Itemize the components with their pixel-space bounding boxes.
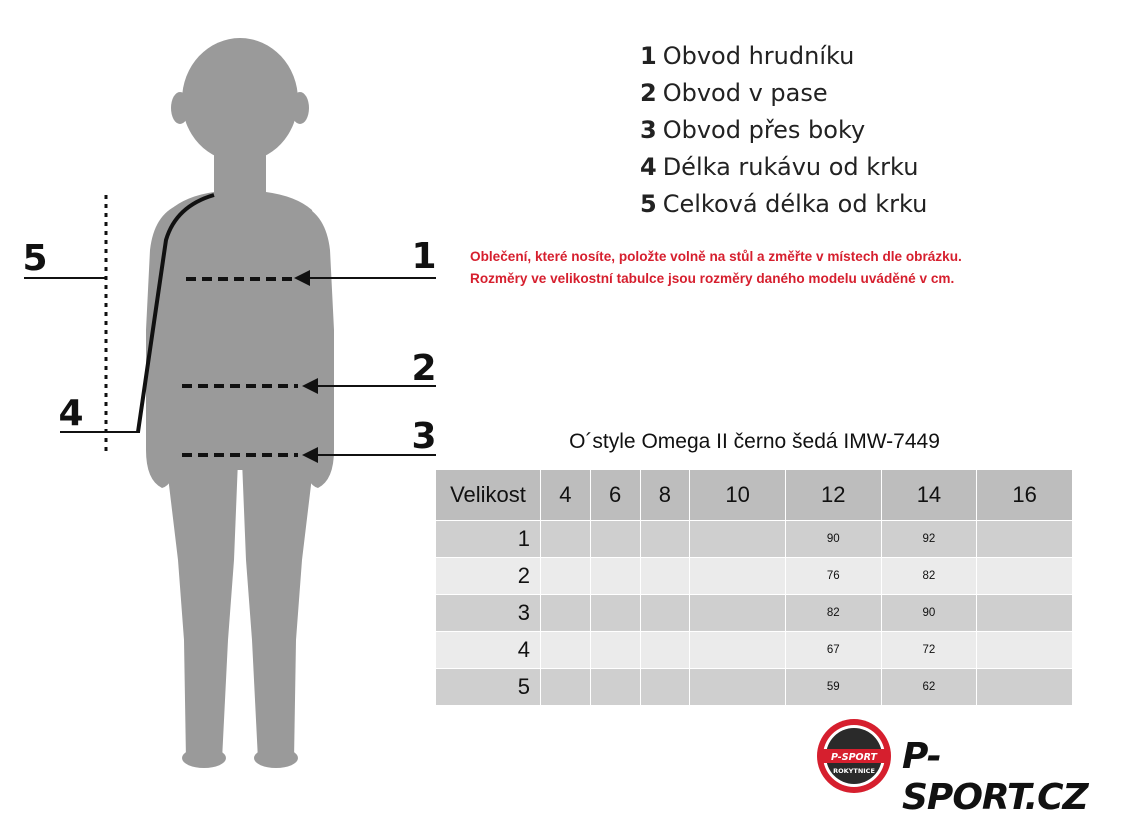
table-cell <box>977 558 1073 595</box>
figure-label-4: 4 <box>58 393 84 434</box>
table-cell <box>640 521 690 558</box>
table-title: O´style Omega II černo šedá IMW-7449 <box>569 430 940 453</box>
p-sport-logo-badge <box>816 718 892 794</box>
table-cell <box>640 558 690 595</box>
table-cell <box>541 521 591 558</box>
table-cell: 62 <box>881 669 977 706</box>
table-row <box>436 632 1073 669</box>
table-cell: 59 <box>785 669 881 706</box>
instruction-line-1: Oblečení, které nosíte, položte volně na stůl a změřte v místech dle obrázku. <box>470 249 962 264</box>
legend-number: 1 <box>640 42 657 70</box>
header-size: 12 <box>785 470 881 521</box>
table-cell <box>977 669 1073 706</box>
table-cell <box>590 521 640 558</box>
legend-item <box>640 186 927 223</box>
legend-text: Obvod hrudníku <box>662 42 855 70</box>
size-table <box>435 469 1073 706</box>
table-cell: 82 <box>785 595 881 632</box>
table-cell <box>541 669 591 706</box>
legend-number: 4 <box>640 153 657 181</box>
table-cell: 72 <box>881 632 977 669</box>
header-size-label: Velikost <box>436 470 541 521</box>
figure-label-3: 3 <box>411 416 437 457</box>
table-cell: 90 <box>785 521 881 558</box>
table-cell <box>541 595 591 632</box>
table-cell: 76 <box>785 558 881 595</box>
table-row <box>436 558 1073 595</box>
table-cell: 92 <box>881 521 977 558</box>
table-cell <box>541 632 591 669</box>
table-cell: 67 <box>785 632 881 669</box>
header-size: 6 <box>590 470 640 521</box>
table-cell <box>590 669 640 706</box>
row-label: 2 <box>436 558 541 595</box>
table-cell: 82 <box>881 558 977 595</box>
table-cell <box>977 595 1073 632</box>
legend-text: Délka rukávu od krku <box>662 153 919 181</box>
table-row <box>436 521 1073 558</box>
instruction-line-2: Rozměry ve velikostní tabulce jsou rozměry daného modelu uváděné v cm. <box>470 271 955 286</box>
table-row <box>436 669 1073 706</box>
instruction-note <box>470 246 1120 290</box>
legend-text: Obvod přes boky <box>662 116 866 144</box>
child-silhouette <box>146 38 334 768</box>
logo-badge-top: P-SPORT <box>831 752 877 763</box>
table-cell <box>690 521 786 558</box>
header-size: 14 <box>881 470 977 521</box>
brand-wordmark: P-SPORT.CZ <box>902 736 1088 818</box>
legend-number: 3 <box>640 116 657 144</box>
table-cell <box>690 632 786 669</box>
legend-item <box>640 75 927 112</box>
legend-number: 5 <box>640 190 657 218</box>
figure-label-2: 2 <box>411 348 437 389</box>
table-cell <box>541 558 591 595</box>
header-size: 8 <box>640 470 690 521</box>
legend-item <box>640 112 927 149</box>
legend-text: Celková délka od krku <box>662 190 928 218</box>
table-row <box>436 595 1073 632</box>
legend-text: Obvod v pase <box>662 79 828 107</box>
header-size: 16 <box>977 470 1073 521</box>
measurement-legend <box>640 38 927 223</box>
table-cell <box>977 521 1073 558</box>
table-cell <box>590 595 640 632</box>
table-cell: 90 <box>881 595 977 632</box>
row-label: 1 <box>436 521 541 558</box>
header-size: 10 <box>690 470 786 521</box>
table-cell <box>977 632 1073 669</box>
table-cell <box>590 558 640 595</box>
table-cell <box>590 632 640 669</box>
table-cell <box>690 595 786 632</box>
legend-number: 2 <box>640 79 657 107</box>
legend-item <box>640 38 927 75</box>
table-header-row <box>436 470 1073 521</box>
row-label: 4 <box>436 632 541 669</box>
row-label: 3 <box>436 595 541 632</box>
table-cell <box>640 632 690 669</box>
legend-item <box>640 149 927 186</box>
table-cell <box>690 669 786 706</box>
logo-badge-bottom: ROKYTNICE <box>833 767 875 775</box>
table-cell <box>640 595 690 632</box>
table-cell <box>690 558 786 595</box>
table-cell <box>640 669 690 706</box>
figure-label-5: 5 <box>22 238 48 279</box>
row-label: 5 <box>436 669 541 706</box>
figure-label-1: 1 <box>411 236 437 277</box>
header-size: 4 <box>541 470 591 521</box>
